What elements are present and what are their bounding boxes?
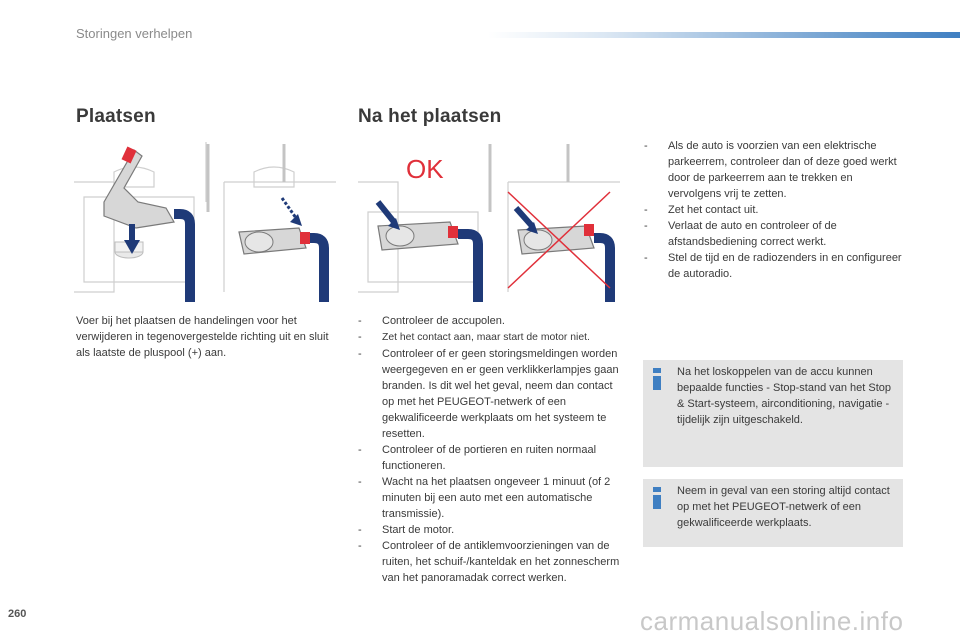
- list-item: - Start de motor.: [358, 524, 455, 536]
- section-heading-plaatsen: Plaatsen: [76, 106, 156, 127]
- list-item: - Controleer of de portieren en ruiten normaal functioneren.: [358, 444, 597, 472]
- page-number: 260: [8, 608, 27, 620]
- list-item: - Controleer de accupolen.: [358, 315, 505, 327]
- list-item: - Wacht na het plaatsen ongeveer 1 minuut (of 2 minuten bij een auto met een automatische transmissie).: [358, 476, 611, 520]
- list-item: - Als de auto is voorzien van een elektrische parkeerrem, controleer dan of deze goed werkt door de parkeerrem aan te trekken en vervolgens vrij te zetten.: [644, 140, 897, 200]
- battery-clamp-install-illustration: [74, 142, 336, 302]
- info-note-contact: [643, 479, 903, 547]
- list-item: - Zet het contact aan, maar start de motor niet.: [358, 331, 590, 343]
- ok-label: OK: [406, 154, 444, 184]
- watermark: carmanualsonline.info: [640, 606, 904, 636]
- header-accent-bar: [488, 32, 960, 38]
- section-heading-na-het-plaatsen: Na het plaatsen: [358, 106, 502, 127]
- list-item: - Controleer of de antiklemvoorzieningen van de ruiten, het schuif-/kanteldak en het zonnescherm van het panoramadak correct werken.: [358, 540, 620, 584]
- list-item: - Controleer of er geen storingsmeldingen worden weergegeven en er geen verklikkerlampjes gaan branden. Is dit wel het geval, neem dan contact op met het PEUGEOT-netwerk of een gekwalificeerde werkplaats om het systeem te resetten.: [358, 348, 619, 440]
- battery-clamp-check-illustration: [358, 142, 620, 302]
- note-text: Na het loskoppelen van de accu kunnen bepaalde functies - Stop-stand van het Stop & Start-systeem, airconditioning, navigatie - tijdelijk zijn uitgeschakeld.: [677, 366, 892, 426]
- plaatsen-text: Voer bij het plaatsen de handelingen voor het verwijderen in tegenovergestelde richting uit en sluit als laatste de pluspool (+) aan.: [76, 315, 329, 359]
- na-het-plaatsen-list: [358, 313, 622, 586]
- info-note-functions: [643, 360, 903, 467]
- list-item: - Zet het contact uit.: [644, 204, 759, 216]
- list-item: - Stel de tijd en de radiozenders in en configureer de autoradio.: [644, 252, 902, 280]
- running-header: Storingen verhelpen: [76, 26, 193, 41]
- right-checklist: [644, 138, 906, 282]
- note-text: Neem in geval van een storing altijd contact op met het PEUGEOT-netwerk of een gekwalificeerde werkplaats.: [677, 485, 890, 529]
- info-icon: [651, 487, 663, 509]
- list-item: - Verlaat de auto en controleer of de afstandsbediening correct werkt.: [644, 220, 837, 248]
- info-icon: [651, 368, 663, 390]
